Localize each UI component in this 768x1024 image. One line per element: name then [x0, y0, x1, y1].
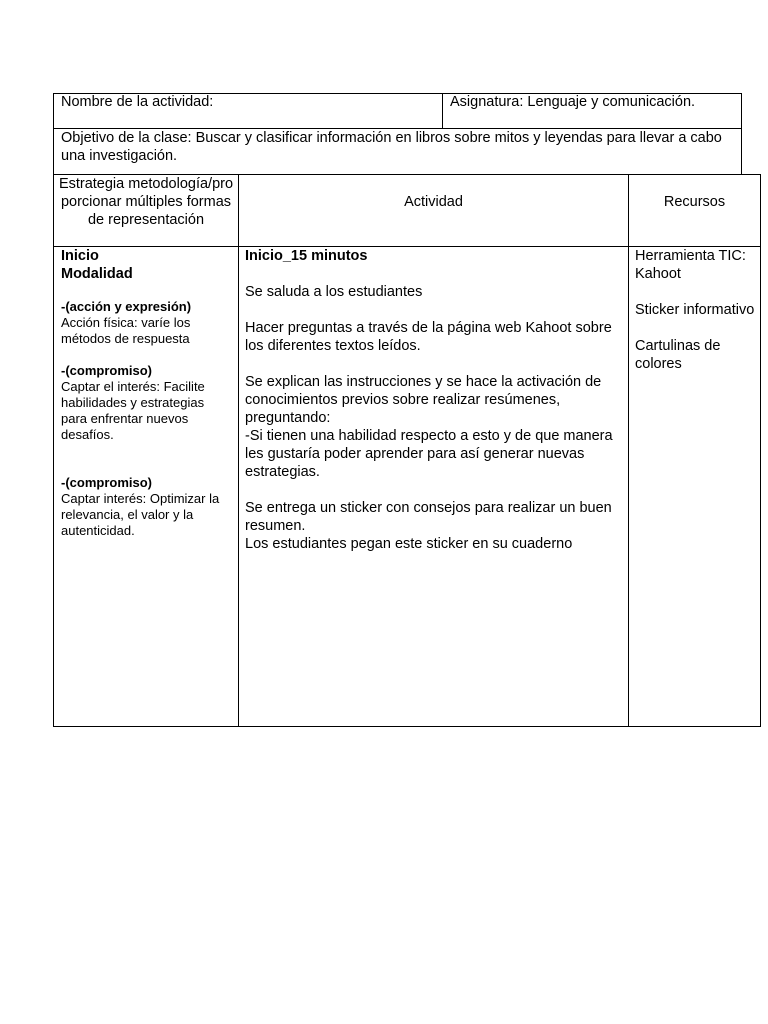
activity-header: Actividad — [404, 194, 463, 210]
activity-p2: Hacer preguntas a través de la página web Kahoot sobre los diferentes textos leídos. — [245, 320, 612, 354]
objective-text: Objetivo de la clase: Buscar y clasificar información en libros sobre mitos y leyendas para llevar a cabo una investigación. — [61, 130, 722, 164]
activity-p3: Se explican las instrucciones y se hace la activación de conocimientos previos sobre realizar resúmenes, preguntando: — [245, 374, 602, 426]
activity-name-label: Nombre de la actividad: — [61, 94, 214, 110]
activity-p4: Se entrega un sticker con consejos para realizar un buen resumen. — [245, 500, 612, 534]
strategy-block3-body: Captar interés: Optimizar la relevancia, el valor y la autenticidad. — [61, 491, 220, 538]
strategy-block3-head: -(compromiso) — [61, 475, 152, 490]
resource-cartulinas: Cartulinas de colores — [635, 338, 721, 372]
strategy-block2-body: Captar el interés: Facilite habilidades y estrategias para enfrentar nuevos desafíos. — [61, 379, 205, 442]
strategy-block1-head: -(acción y expresión) — [61, 299, 192, 314]
activity-title: Inicio_15 minutos — [245, 248, 368, 264]
strategy-header — [57, 175, 235, 229]
resource-sticker: Sticker informativo — [635, 302, 755, 318]
activity-p1: Se saluda a los estudiantes — [245, 284, 423, 300]
activity-content — [245, 247, 623, 553]
strategy-title-modalidad: Modalidad — [61, 266, 133, 282]
resources-header: Recursos — [663, 194, 726, 210]
strategy-header-text: Estrategia metodología/proporcionar múltiples formas de representación — [58, 176, 234, 228]
resources-content — [635, 247, 757, 373]
activity-p5: Los estudiantes pegan este sticker en su cuaderno — [245, 536, 573, 552]
strategy-block1-body: Acción física: varíe los métodos de respuesta — [61, 315, 191, 346]
strategy-block2-head: -(compromiso) — [61, 363, 152, 378]
strategy-content — [61, 247, 233, 539]
activity-p3b: -Si tienen una habilidad respecto a esto y de que manera les gustaría poder aprender para así generar nuevas estrategias. — [245, 428, 613, 480]
subject-text: Asignatura: Lenguaje y comunicación. — [450, 94, 696, 110]
resource-kahoot: Herramienta TIC: Kahoot — [635, 248, 746, 282]
strategy-title-inicio: Inicio — [61, 248, 99, 264]
